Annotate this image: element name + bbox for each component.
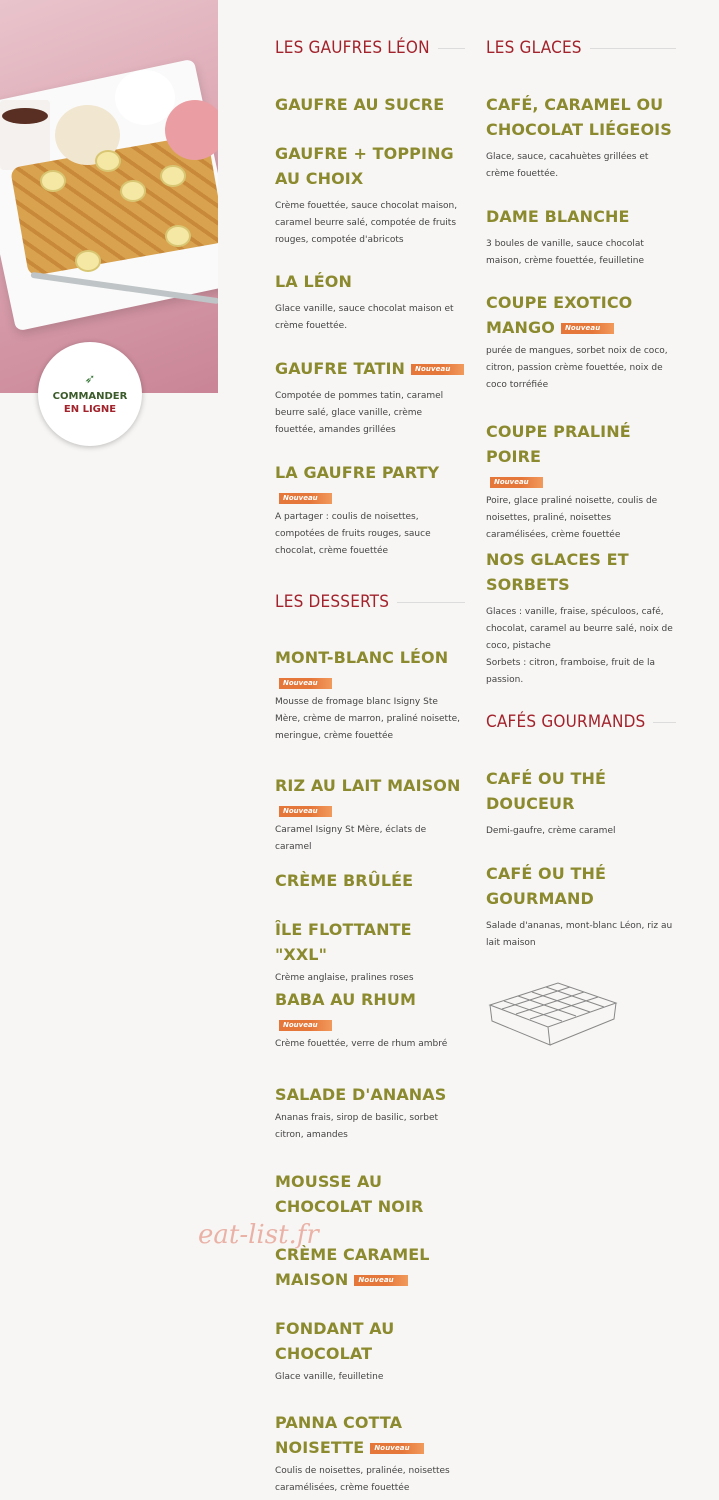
watermark-text: eat-list.fr	[198, 1220, 319, 1250]
item-name: CAFÉ, CARAMEL OU CHOCOLAT LIÉGEOIS	[486, 95, 672, 139]
menu-item	[486, 766, 676, 840]
item-description: Crème fouettée, verre de rhum ambré	[275, 1039, 448, 1049]
item-description: Glaces : vanille, fraise, spéculoos, café, chocolat, caramel au beurre salé, noix de coco, pistache	[486, 607, 673, 651]
item-name: NOS GLACES ET SORBETS	[486, 550, 629, 594]
item-description: 3 boules de vanille, sauce chocolat maison, crème fouettée, feuilletine	[486, 239, 645, 266]
menu-item	[275, 1410, 465, 1497]
waffle-mold-sketch-icon	[488, 975, 618, 1050]
item-description: Caramel Isigny St Mère, éclats de caramel	[275, 825, 427, 852]
item-description: Ananas frais, sirop de basilic, sorbet citron, amandes	[275, 1113, 439, 1140]
banana-slice	[160, 165, 186, 187]
menu-item	[486, 92, 676, 183]
item-name: MOUSSE AU CHOCOLAT NOIR	[275, 1172, 424, 1216]
item-name-text: COUPE EXOTICO MANGO	[486, 293, 633, 337]
item-name: LA GAUFRE PARTY	[275, 463, 440, 482]
item-name: GAUFRE + TOPPING AU CHOIX	[275, 144, 454, 188]
section-title-cafes	[486, 712, 676, 732]
menu-item	[275, 460, 465, 560]
item-description: purée de mangues, sorbet noix de coco, citron, passion crème fouettée, noix de coco torréfiée	[486, 346, 668, 390]
item-name-text: GAUFRE TATIN	[275, 359, 406, 378]
strawberry-scoop	[165, 100, 218, 160]
item-name: LA LÉON	[275, 272, 352, 291]
menu-item	[275, 1169, 465, 1219]
item-name: MONT-BLANC LÉON	[275, 648, 449, 667]
banana-slice	[165, 225, 191, 247]
item-description: Glace vanille, feuilletine	[275, 1372, 384, 1382]
item-description: Glace, sauce, cacahuètes grillées et crème fouettée.	[486, 152, 649, 179]
menu-item	[275, 356, 465, 439]
new-badge: Nouveau	[354, 1275, 407, 1286]
menu-item	[275, 1082, 465, 1144]
item-name	[275, 1410, 465, 1460]
item-name: CAFÉ OU THÉ GOURMAND	[486, 864, 607, 908]
banana-slice	[75, 250, 101, 272]
menu-item	[275, 917, 465, 987]
item-description: Poire, glace praliné noisette, coulis de noisettes, praliné, noisettes caramélisées, crème fouettée	[486, 496, 658, 540]
chocolate-sauce	[2, 108, 48, 124]
hero-waffle-image	[0, 0, 218, 393]
new-badge: Nouveau	[279, 493, 332, 504]
item-description: Coulis de noisettes, pralinée, noisettes caramélisées, crème fouettée	[275, 1466, 450, 1493]
item-name	[486, 290, 676, 340]
item-description: Demi-gaufre, crème caramel	[486, 826, 616, 836]
pointer-cursor-icon: ➶	[84, 372, 96, 387]
menu-item	[275, 1316, 465, 1386]
menu-item	[275, 141, 465, 249]
section-title-glaces	[486, 38, 676, 58]
item-name: CAFÉ OU THÉ DOUCEUR	[486, 769, 607, 813]
item-name: DAME BLANCHE	[486, 207, 630, 226]
new-badge: Nouveau	[279, 1020, 332, 1031]
item-description: Sorbets : citron, framboise, fruit de la passion.	[486, 658, 655, 685]
order-online-line1: COMMANDER	[52, 391, 128, 402]
item-name: BABA AU RHUM	[275, 990, 417, 1009]
new-badge: Nouveau	[561, 323, 614, 334]
item-description: Crème anglaise, pralines roses	[275, 973, 414, 983]
menu-item	[486, 861, 676, 952]
item-name: CRÈME BRÛLÉE	[275, 871, 414, 890]
order-online-button[interactable]	[38, 342, 142, 446]
menu-item	[275, 92, 465, 117]
new-badge: Nouveau	[279, 806, 332, 817]
menu-item	[486, 204, 676, 270]
new-badge: Nouveau	[370, 1443, 423, 1454]
menu-item	[486, 547, 676, 689]
new-badge: Nouveau	[490, 477, 543, 488]
menu-item	[486, 419, 676, 544]
section-title-desserts	[275, 592, 465, 612]
item-name	[275, 356, 465, 381]
banana-slice	[40, 170, 66, 192]
order-online-line2: EN LIGNE	[63, 404, 117, 415]
menu-item	[486, 290, 676, 394]
menu-item	[275, 868, 465, 893]
new-badge: Nouveau	[411, 364, 464, 375]
menu-item	[275, 773, 465, 856]
whipped-cream	[115, 70, 175, 125]
new-badge: Nouveau	[279, 678, 332, 689]
item-name: FONDANT AU CHOCOLAT	[275, 1319, 395, 1363]
section-title-text: LES GAUFRES LÉON	[275, 38, 430, 58]
item-description: Mousse de fromage blanc Isigny Ste Mère, crème de marron, praliné noisette, meringue, crème fouettée	[275, 697, 461, 741]
item-name: GAUFRE AU SUCRE	[275, 95, 445, 114]
menu-item	[275, 645, 465, 745]
menu-item	[275, 269, 465, 335]
banana-slice	[95, 150, 121, 172]
item-name: RIZ AU LAIT MAISON	[275, 776, 461, 795]
banana-slice	[120, 180, 146, 202]
section-title-gaufres	[275, 38, 465, 58]
item-description: Compotée de pommes tatin, caramel beurre salé, glace vanille, crème fouettée, amandes grillées	[275, 391, 444, 435]
item-name: COUPE PRALINÉ POIRE	[486, 422, 631, 466]
section-title-text: LES DESSERTS	[275, 592, 390, 612]
item-name-text: CRÈME CARAMEL MAISON	[275, 1245, 430, 1289]
section-title-text: CAFÉS GOURMANDS	[486, 712, 646, 732]
item-description: Salade d'ananas, mont-blanc Léon, riz au lait maison	[486, 921, 673, 948]
item-description: A partager : coulis de noisettes, compotées de fruits rouges, sauce chocolat, crème fouettée	[275, 512, 431, 556]
item-name-text: PANNA COTTA NOISETTE	[275, 1413, 403, 1457]
item-description: Glace vanille, sauce chocolat maison et crème fouettée.	[275, 304, 454, 331]
section-title-text: LES GLACES	[486, 38, 582, 58]
item-name: SALADE D'ANANAS	[275, 1085, 447, 1104]
item-description: Crème fouettée, sauce chocolat maison, caramel beurre salé, compotée de fruits rouges, compotée d'abricots	[275, 201, 458, 245]
item-name: ÎLE FLOTTANTE "XXL"	[275, 920, 412, 964]
menu-item	[275, 987, 465, 1053]
